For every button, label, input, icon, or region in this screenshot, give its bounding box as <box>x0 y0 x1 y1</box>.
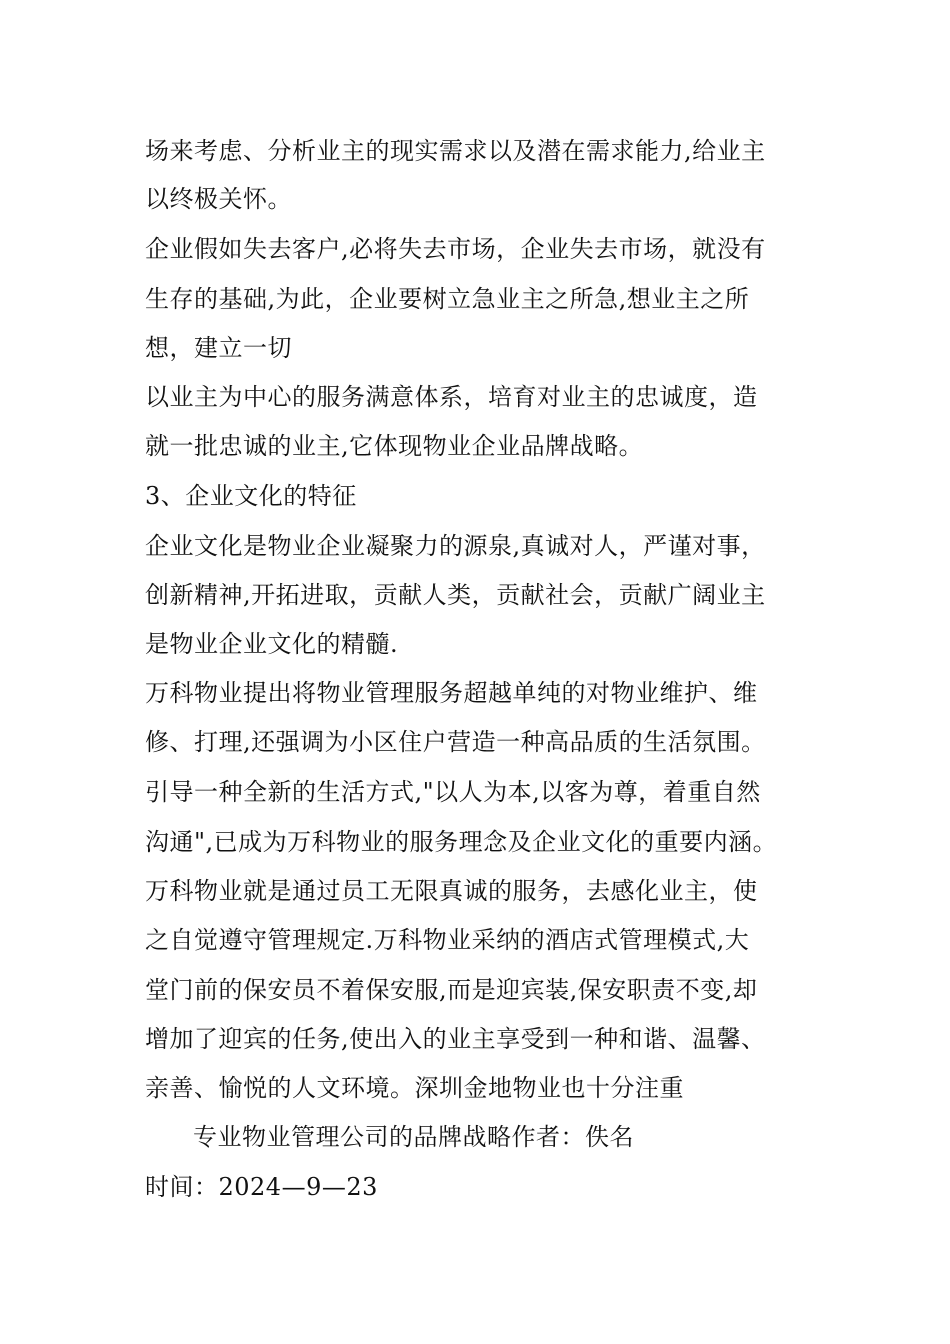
text-line: 以终极关怀。 <box>145 185 292 213</box>
footer-time: 时间：2024—9—23 <box>145 1173 378 1201</box>
text-line: 是物业企业文化的精髓. <box>145 630 399 658</box>
text-line: 引导一种全新的生活方式,"以人为本,以客为尊，着重自然 <box>145 778 761 806</box>
text-line: 生存的基础,为此，企业要树立急业主之所急,想业主之所 <box>145 285 750 313</box>
text-line: 就一批忠诚的业主,它体现物业企业品牌战略。 <box>145 432 644 460</box>
text-line: 沟通",已成为万科物业的服务理念及企业文化的重要内涵。 <box>145 828 778 856</box>
section-heading: 3、企业文化的特征 <box>145 482 357 510</box>
text-line: 企业假如失去客户,必将失去市场，企业失去市场，就没有 <box>145 235 766 263</box>
text-line: 以业主为中心的服务满意体系，培育对业主的忠诚度，造 <box>145 383 758 411</box>
text-line: 创新精神,开拓进取，贡献人类，贡献社会，贡献广阔业主 <box>145 581 766 609</box>
text-line: 企业文化是物业企业凝聚力的源泉,真诚对人，严谨对事， <box>145 532 766 560</box>
text-line: 万科物业提出将物业管理服务超越单纯的对物业维护、维 <box>145 679 758 707</box>
text-line: 之自觉遵守管理规定.万科物业采纳的酒店式管理模式,大 <box>145 926 750 954</box>
text-line: 想，建立一切 <box>145 334 292 362</box>
footer-title: 专业物业管理公司的品牌战略作者：佚名 <box>193 1123 634 1151</box>
text-line: 增加了迎宾的任务,使出入的业主享受到一种和谐、温馨、 <box>145 1025 766 1053</box>
text-line: 亲善、愉悦的人文环境。深圳金地物业也十分注重 <box>145 1074 684 1102</box>
text-line: 场来考虑、分析业主的现实需求以及潜在需求能力,给业主 <box>145 137 766 165</box>
text-line: 堂门前的保安员不着保安服,而是迎宾装,保安职责不变,却 <box>145 976 758 1004</box>
text-line: 万科物业就是通过员工无限真诚的服务，去感化业主，使 <box>145 877 758 905</box>
text-line: 修、打理,还强调为小区住户营造一种高品质的生活氛围。 <box>145 728 766 756</box>
